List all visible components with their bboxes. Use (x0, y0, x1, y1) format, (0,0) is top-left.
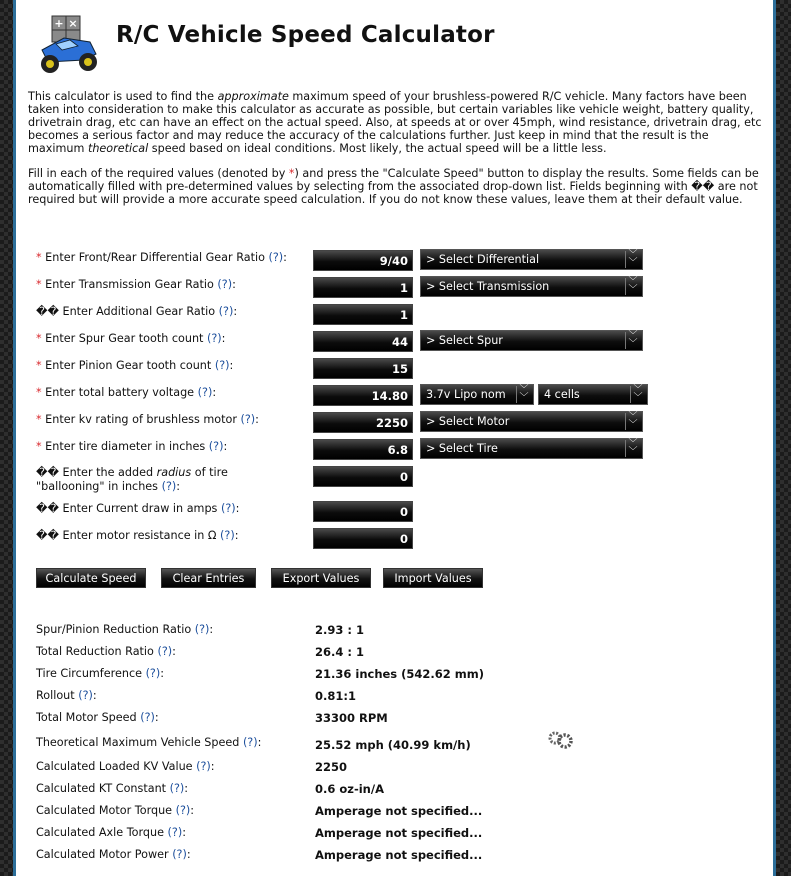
help-link[interactable]: (?) (208, 440, 224, 453)
result-value: 2250 (315, 760, 348, 774)
result-label: Calculated KT Constant (?): (36, 782, 189, 795)
pinion-count-input[interactable]: 15 (313, 358, 413, 379)
rc-buggy-logo (34, 14, 104, 76)
page-title: R/C Vehicle Speed Calculator (116, 22, 495, 48)
differential-ratio-input[interactable]: 9/40 (313, 250, 413, 271)
label-current-draw: �� Enter Current draw in amps (?): (36, 502, 240, 515)
transmission-ratio-input[interactable]: 1 (313, 277, 413, 298)
label-tire-diameter: * Enter tire diameter in inches (?): (36, 440, 228, 453)
chevron-down-icon: ﹀ ﹀ (625, 413, 640, 430)
result-label: Spur/Pinion Reduction Ratio (?): (36, 623, 214, 636)
help-link[interactable]: (?) (169, 782, 185, 795)
result-label: Total Reduction Ratio (?): (36, 645, 176, 658)
result-label: Theoretical Maximum Vehicle Speed (?): (36, 736, 262, 749)
additional-ratio-input[interactable]: 1 (313, 304, 413, 325)
battery-voltage-input[interactable]: 14.80 (313, 385, 413, 406)
result-label: Calculated Loaded KV Value (?): (36, 760, 215, 773)
result-value: 25.52 mph (40.99 km/h) (315, 738, 471, 752)
svg-text:×: × (68, 17, 78, 30)
help-link[interactable]: (?) (218, 305, 234, 318)
chevron-down-icon: ﹀ ﹀ (625, 440, 640, 457)
label-motor-resistance: �� Enter motor resistance in Ω (?): (36, 529, 239, 542)
motor-select[interactable]: > Select Motor ﹀ ﹀ (420, 411, 643, 432)
label-transmission-ratio: * Enter Transmission Gear Ratio (?): (36, 278, 236, 291)
help-link[interactable]: (?) (161, 480, 177, 493)
chevron-down-icon: ﹀ ﹀ (625, 332, 640, 349)
help-link[interactable]: (?) (145, 667, 161, 680)
chevron-down-icon: ﹀ ﹀ (630, 386, 645, 403)
label-additional-ratio: �� Enter Additional Gear Ratio (?): (36, 305, 238, 318)
result-value: Amperage not specified... (315, 848, 483, 862)
help-link[interactable]: (?) (220, 502, 236, 515)
cell-type-select[interactable]: 3.7v Lipo nom ﹀ ﹀ (420, 384, 534, 405)
spur-count-input[interactable]: 44 (313, 331, 413, 352)
help-link[interactable]: (?) (268, 251, 284, 264)
result-label: Tire Circumference (?): (36, 667, 165, 680)
result-label: Calculated Motor Torque (?): (36, 804, 195, 817)
clear-entries-button[interactable]: Clear Entries (161, 568, 256, 588)
result-value: 0.6 oz-in/A (315, 782, 384, 796)
result-label: Total Motor Speed (?): (36, 711, 159, 724)
chevron-down-icon: ﹀ ﹀ (516, 386, 531, 403)
tire-diameter-input[interactable]: 6.8 (313, 439, 413, 460)
transmission-select[interactable]: > Select Transmission ﹀ ﹀ (420, 276, 643, 297)
result-value: 33300 RPM (315, 711, 388, 725)
svg-text:+: + (54, 17, 64, 30)
help-link[interactable]: (?) (167, 826, 183, 839)
help-link[interactable]: (?) (207, 332, 222, 345)
tire-select[interactable]: > Select Tire ﹀ ﹀ (420, 438, 643, 459)
tire-ballooning-input[interactable]: 0 (313, 466, 413, 487)
help-link[interactable]: (?) (217, 278, 233, 291)
gear-icon[interactable] (547, 730, 573, 750)
spur-select[interactable]: > Select Spur ﹀ ﹀ (420, 330, 643, 351)
label-tire-ballooning: �� Enter the added radius of tire "ballooning" in inches (?): (36, 466, 228, 493)
instructions-paragraph: Fill in each of the required values (denoted by *) and press the "Calculate Speed" button to display the results. Some fields can be automatically filled with pre-determined values by selecting from the associated drop-down list. Fields beginning with �� are not required but will provide a more accurate speed calculation. If you do not know these values, leave them at their default value. (28, 167, 759, 206)
result-label: Calculated Motor Power (?): (36, 848, 191, 861)
intro-paragraph: This calculator is used to find the approximate maximum speed of your brushless-powered R/C vehicle. Many factors have been taken into consideration to make this calculator as accurate as possible, but certain variables like vehicle weight, battery quality, drivetrain drag, etc can have an effect on the actual speed. Also, at speeds at or over 45mph, wind resistance, drivetrain drag, etc becomes a serious factor and may reduce the accuracy of the calculations further. Just keep in mind that the result is the maximum theoretical speed based on ideal conditions. Most likely, the actual speed will be a little less. (28, 90, 762, 155)
chevron-down-icon: ﹀ ﹀ (625, 251, 640, 268)
motor-resistance-input[interactable]: 0 (313, 528, 413, 549)
help-link[interactable]: (?) (240, 413, 256, 426)
result-label: Calculated Axle Torque (?): (36, 826, 186, 839)
calculator-panel (13, 0, 776, 876)
current-draw-input[interactable]: 0 (313, 501, 413, 522)
result-label: Rollout (?): (36, 689, 97, 702)
chevron-down-icon: ﹀ ﹀ (625, 278, 640, 295)
help-link[interactable]: (?) (157, 645, 173, 658)
label-pinion-count: * Enter Pinion Gear tooth count (?): (36, 359, 234, 372)
calculate-speed-button[interactable]: Calculate Speed (36, 568, 146, 588)
help-link[interactable]: (?) (175, 804, 191, 817)
help-link[interactable]: (?) (172, 848, 187, 861)
result-value: 26.4 : 1 (315, 645, 364, 659)
help-link[interactable]: (?) (140, 711, 155, 724)
help-link[interactable]: (?) (197, 386, 213, 399)
result-value: 0.81:1 (315, 689, 356, 703)
label-differential-ratio: * Enter Front/Rear Differential Gear Ratio (?): (36, 251, 287, 264)
help-link[interactable]: (?) (196, 760, 211, 773)
help-link[interactable]: (?) (220, 529, 235, 542)
export-values-button[interactable]: Export Values (271, 568, 371, 588)
differential-select[interactable]: > Select Differential ﹀ ﹀ (420, 249, 643, 270)
import-values-button[interactable]: Import Values (383, 568, 483, 588)
help-link[interactable]: (?) (78, 689, 93, 702)
label-spur-count: * Enter Spur Gear tooth count (?): (36, 332, 226, 345)
label-motor-kv: * Enter kv rating of brushless motor (?): (36, 413, 259, 426)
help-link[interactable]: (?) (194, 623, 210, 636)
help-link[interactable]: (?) (214, 359, 230, 372)
result-value: 2.93 : 1 (315, 623, 364, 637)
help-link[interactable]: (?) (242, 736, 258, 749)
motor-kv-input[interactable]: 2250 (313, 412, 413, 433)
result-value: Amperage not specified... (315, 804, 483, 818)
cell-count-select[interactable]: 4 cells ﹀ ﹀ (538, 384, 648, 405)
label-battery-voltage: * Enter total battery voltage (?): (36, 386, 217, 399)
result-value: 21.36 inches (542.62 mm) (315, 667, 485, 681)
result-value: Amperage not specified... (315, 826, 483, 840)
